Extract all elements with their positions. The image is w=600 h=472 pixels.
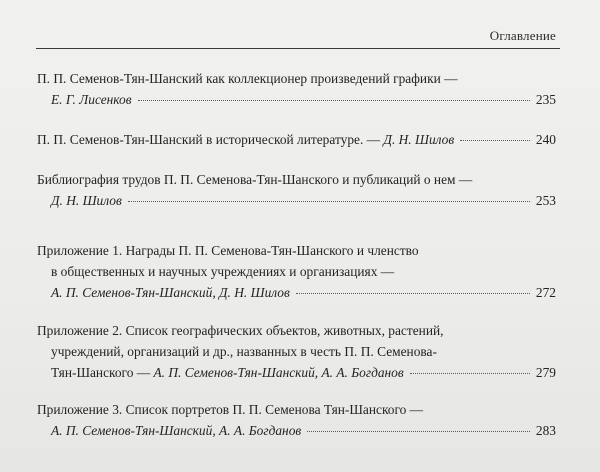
- dot-leader: [307, 431, 530, 432]
- dot-leader: [410, 373, 530, 374]
- dot-leader: [138, 100, 530, 101]
- toc-entry: [37, 240, 556, 303]
- toc-entry-leader-line: [37, 362, 556, 383]
- toc-entry-author: А. П. Семенов-Тян-Шанский, А. А. Богданов: [51, 423, 302, 438]
- toc-entry-page: 279: [535, 365, 556, 380]
- toc-entry-leader-line: [37, 89, 556, 110]
- toc-entry-title: Библиография трудов П. П. Семенова-Тян-Шанского и публикаций о нем —: [37, 172, 473, 187]
- toc-entry-leader-line: [37, 190, 556, 211]
- running-header-title: Оглавление: [489, 28, 556, 43]
- toc-entry-leader-line: [37, 282, 556, 303]
- toc-entry-author: А. П. Семенов-Тян-Шанский, А. А. Богданов: [153, 365, 404, 380]
- toc-entry-title: Приложение 3. Список портретов П. П. Семенова Тян-Шанского —: [37, 402, 424, 417]
- toc-entry-page: 283: [535, 423, 556, 438]
- header-rule: [36, 48, 560, 49]
- toc-entry: [37, 320, 556, 383]
- toc-entry-title-continued: в общественных и научных учреждениях и организациях —: [51, 264, 395, 279]
- toc-entry-page: 272: [535, 285, 556, 300]
- toc-entry: [37, 169, 556, 211]
- toc-entry-text: Тян-Шанского —: [51, 365, 154, 380]
- toc-entry: [37, 68, 556, 110]
- toc-entry-author: Д. Н. Шилов: [383, 132, 455, 147]
- toc-entry-title: П. П. Семенов-Тян-Шанский как коллекционер произведений графики —: [37, 71, 458, 86]
- toc-entry-author: А. П. Семенов-Тян-Шанский, Д. Н. Шилов: [51, 285, 290, 300]
- toc-entry-author: Д. Н. Шилов: [51, 193, 122, 208]
- toc-entry-title-continued: учреждений, организаций и др., названных в честь П. П. Семенова-: [51, 344, 437, 359]
- toc-entry-author: Е. Г. Лисенков: [51, 92, 132, 107]
- toc-entry-leader-line: [37, 129, 556, 150]
- toc-entry-text: П. П. Семенов-Тян-Шанский в исторической литературе. —: [37, 132, 384, 147]
- dot-leader: [460, 140, 530, 141]
- toc-entry-page: 240: [535, 132, 556, 147]
- toc-entry-leader-line: [37, 420, 556, 441]
- toc-entry: [37, 129, 556, 150]
- dot-leader: [128, 201, 530, 202]
- toc-entry: [37, 399, 556, 441]
- toc-entry-title: Приложение 2. Список географических объектов, животных, растений,: [37, 323, 444, 338]
- toc-entry-page: 235: [535, 92, 556, 107]
- dot-leader: [296, 293, 530, 294]
- toc-entry-page: 253: [535, 193, 556, 208]
- toc-entry-title: Приложение 1. Награды П. П. Семенова-Тян-Шанского и членство: [37, 243, 419, 258]
